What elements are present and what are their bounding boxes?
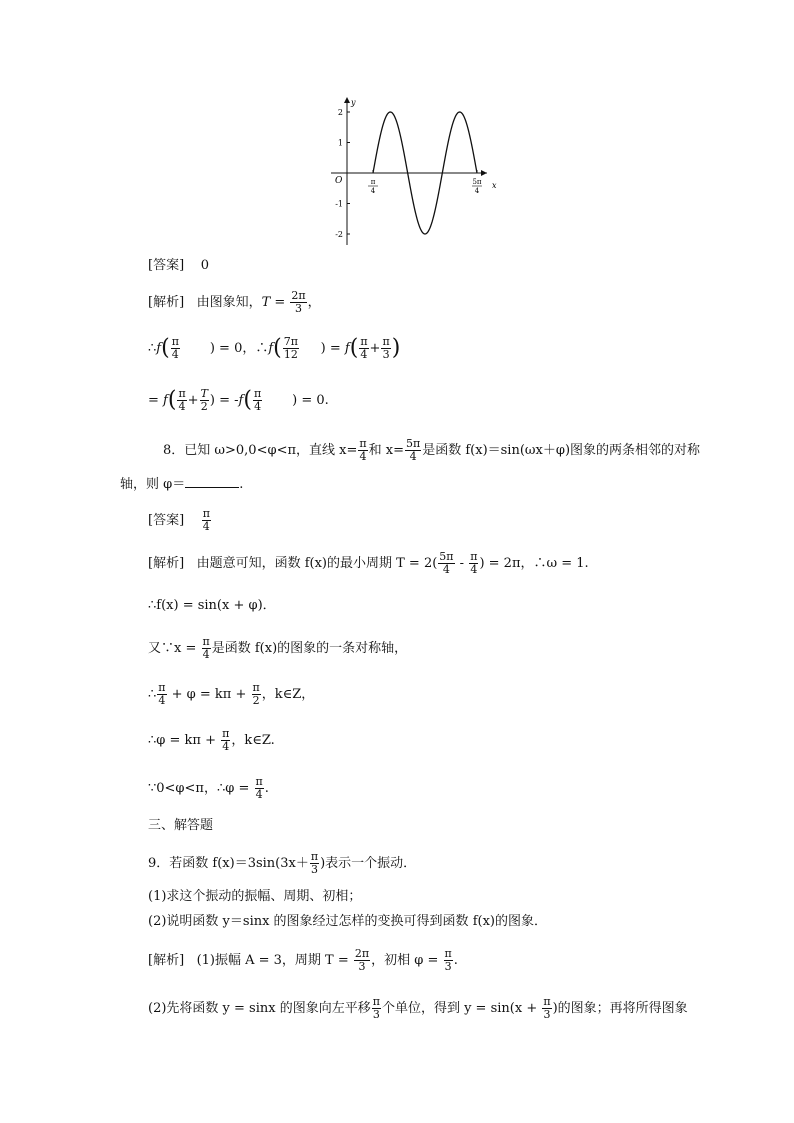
- x-axis-arrow: [481, 170, 487, 176]
- origin-label: O: [335, 176, 343, 186]
- question-9: 9．若函数 f(x)＝3sin(3x＋ $\frac{\pi}{3}$ )表示一个振动．: [148, 850, 417, 876]
- analysis-line-3: = f( $\frac{\pi}{4}$ + $\frac{T}{2}$ ) = -f( $\frac{\pi}{4}$ ) = 0.: [148, 387, 329, 413]
- x-tick-numerator: 5π: [472, 178, 482, 186]
- answer-8: [答案] $\frac{\pi}{4}$: [148, 507, 210, 533]
- analysis-9-line-2: (2)先将函数 y = sinx 的图象向左平移 $\frac{\pi}{3}$ 个单位，得到 y = sin(x + $\frac{\pi}{3}$ )的图象；再将所得图象: [148, 995, 688, 1021]
- answer-blank: [185, 474, 239, 488]
- y-axis-arrow: [344, 97, 350, 103]
- question-8-line-2: 轴，则 φ＝ .: [120, 474, 243, 495]
- analysis-8-line-3: 又∵x = $\frac{\pi}{4}$ 是函数 f(x)的图象的一条对称轴，: [148, 635, 408, 661]
- fraction: $\frac{2\pi}{3}$: [291, 289, 306, 315]
- analysis-9-line-1: [解析] (1)振幅 A = 3，周期 T = $\frac{2\pi}{3}$ ，初相 φ = $\frac{\pi}{3}$ .: [148, 947, 458, 973]
- analysis-8-line-1: [解析] 由题意可知，函数 f(x)的最小周期 T = 2( $\frac{5\pi}{4}$ - $\frac{\pi}{4}$ ) = 2π，∴ω = 1.: [148, 550, 589, 576]
- y-tick-label: -2: [335, 230, 343, 239]
- analysis-tag: [解析]: [148, 556, 185, 571]
- x-tick-label: [368, 178, 378, 195]
- question-9-part-1: (1)求这个振动的振幅、周期、初相；: [148, 889, 362, 904]
- x-axis-label: x: [492, 181, 497, 190]
- analysis-8-line-6: ∵0<φ<π，∴φ = $\frac{\pi}{4}$ .: [148, 775, 269, 801]
- answer-value: 0: [200, 258, 209, 273]
- answer-tag: [答案]: [148, 258, 185, 273]
- x-tick-label: [472, 178, 482, 195]
- y-tick-label: 2: [337, 108, 343, 117]
- analysis-8-line-4: ∴ $\frac{\pi}{4}$ + φ = kπ + $\frac{\pi}{2}$ ，k∈Z，: [148, 681, 315, 707]
- answer-tag: [答案]: [148, 513, 185, 528]
- analysis-8-line-5: ∴φ = kπ + $\frac{\pi}{4}$ ，k∈Z.: [148, 727, 275, 753]
- y-tick-label: 1: [337, 138, 343, 148]
- y-tick-label: -1: [335, 199, 343, 209]
- analysis-8-line-2: ∴f(x) = sin(x + φ)．: [148, 598, 276, 613]
- question-8: 8．已知 ω>0,0<φ<π，直线 x= $\frac{\pi}{4}$ 和 x= $\frac{5\pi}{4}$ 是函数 f(x)＝sin(ωx＋φ)图象的两条相邻的对称: [163, 437, 701, 463]
- analysis-tag: [解析]: [148, 953, 185, 968]
- section-heading: 三、解答题: [148, 818, 214, 833]
- graph-axes: [331, 97, 487, 245]
- analysis-line-1: [解析] 由图象知，T = $\frac{2\pi}{3}$ ，: [148, 289, 321, 315]
- answer-line: [148, 256, 209, 276]
- analysis-tag: [解析]: [148, 295, 185, 310]
- x-tick-denominator: 4: [474, 187, 480, 195]
- x-tick-numerator: π: [370, 178, 376, 186]
- y-axis-label: y: [351, 98, 356, 107]
- x-tick-denominator: 4: [370, 187, 376, 195]
- sine-graph: [325, 95, 505, 255]
- analysis-line-2: ∴f( $\frac{\pi}{4}$ ) = 0，∴f( $\frac{7\pi}{12}$ ) = f( $\frac{\pi}{4}$ + $\frac{\pi}{3}$ ): [148, 335, 401, 361]
- question-9-part-2: (2)说明函数 y＝sinx 的图象经过怎样的变换可得到函数 f(x)的图象．: [148, 914, 547, 929]
